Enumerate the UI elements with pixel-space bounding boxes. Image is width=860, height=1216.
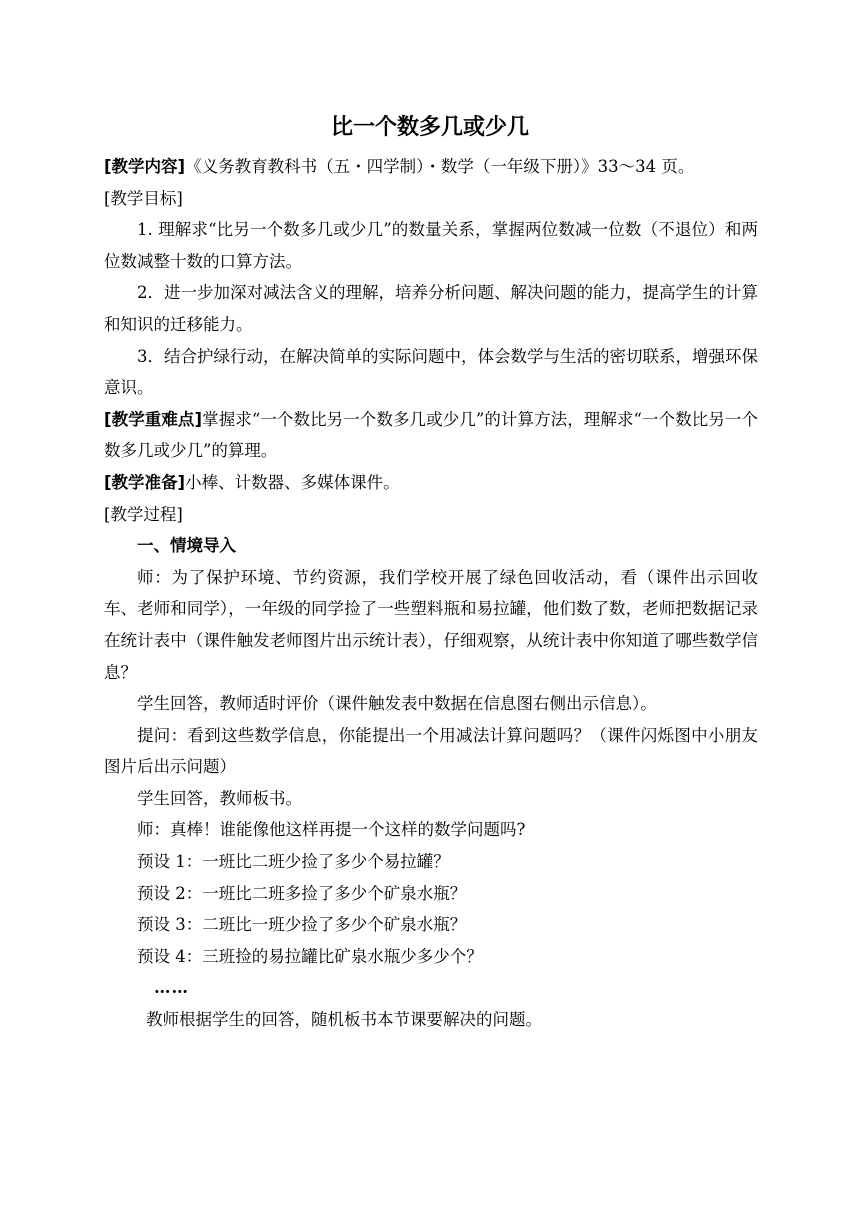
process-paragraph-3: 提问：看到这些数学信息，你能提出一个用减法计算问题吗？（课件闪烁图中小朋友图片后出示问题） [104,725,758,777]
goal-item-2: 2．进一步加深对减法含义的理解，培养分析问题、解决问题的能力，提高学生的计算和知识的迁移能力。 [104,283,758,334]
teaching-process-heading: [教学过程] [104,504,183,524]
goal-item-3: 3．结合护绿行动，在解决简单的实际问题中，体会数学与生活的密切联系，增强环保意识。 [104,346,758,398]
goal-item-1: 1. 理解求“比另一个数多几或少几”的数量关系，掌握两位数减一位数（不退位）和两位数减整十数的口算方法。 [104,220,758,271]
preset-item-1: 预设 1：一班比二班少捡了多少个易拉罐？ [137,852,450,872]
key-points-label: [教学重难点] [104,409,203,429]
key-points-line [104,404,758,467]
preset-item-4: 预设 4：三班捡的易拉罐比矿泉水瓶少多少个？ [137,946,483,966]
teaching-content-label: [教学内容] [104,157,186,176]
ellipsis: …… [154,978,189,998]
key-points-text: 掌握求“一个数比另一个数多几或少几”的计算方法，理解求“一个数比另一个数多几或少几”的算理。 [104,409,758,461]
preset-item-3: 预设 3：二班比一班少捡了多少个矿泉水瓶？ [137,915,467,935]
closing-paragraph: 教师根据学生的回答，随机板书本节课要解决的问题。 [146,1010,542,1030]
teaching-content-text: 《义务教育教科书（五・四学制）・数学（一年级下册）》33～34 页。 [185,157,695,176]
teaching-goals-heading: [教学目标] [104,188,183,208]
preparation-text: 小棒、计数器、多媒体课件。 [185,472,400,492]
preparation-line [104,467,758,499]
preparation-label: [教学准备] [104,472,186,492]
process-paragraph-1: 师：为了保护环境、节约资源，我们学校开展了绿色回收活动，看（课件出示回收车、老师和同学），一年级的同学捡了一些塑料瓶和易拉罐，他们数了数，老师把数据记录在统计表中（课件触发老师图片出示统计表），仔细观察，从统计表中你知道了哪些数学信息？ [104,567,758,682]
page-title: 比一个数多几或少几 [330,115,529,140]
process-paragraph-5: 师：真棒！谁能像他这样再提一个这样的数学问题吗? [137,820,526,840]
process-paragraph-2: 学生回答，教师适时评价（课件触发表中数据在信息图右侧出示信息）。 [137,694,657,714]
preset-item-2: 预设 2：一班比二班多捡了多少个矿泉水瓶？ [137,883,467,903]
document-body [104,151,758,1036]
section-heading-intro: 一、情境导入 [137,536,236,556]
teaching-content-line [104,151,758,183]
process-paragraph-4: 学生回答，教师板书。 [137,788,302,808]
